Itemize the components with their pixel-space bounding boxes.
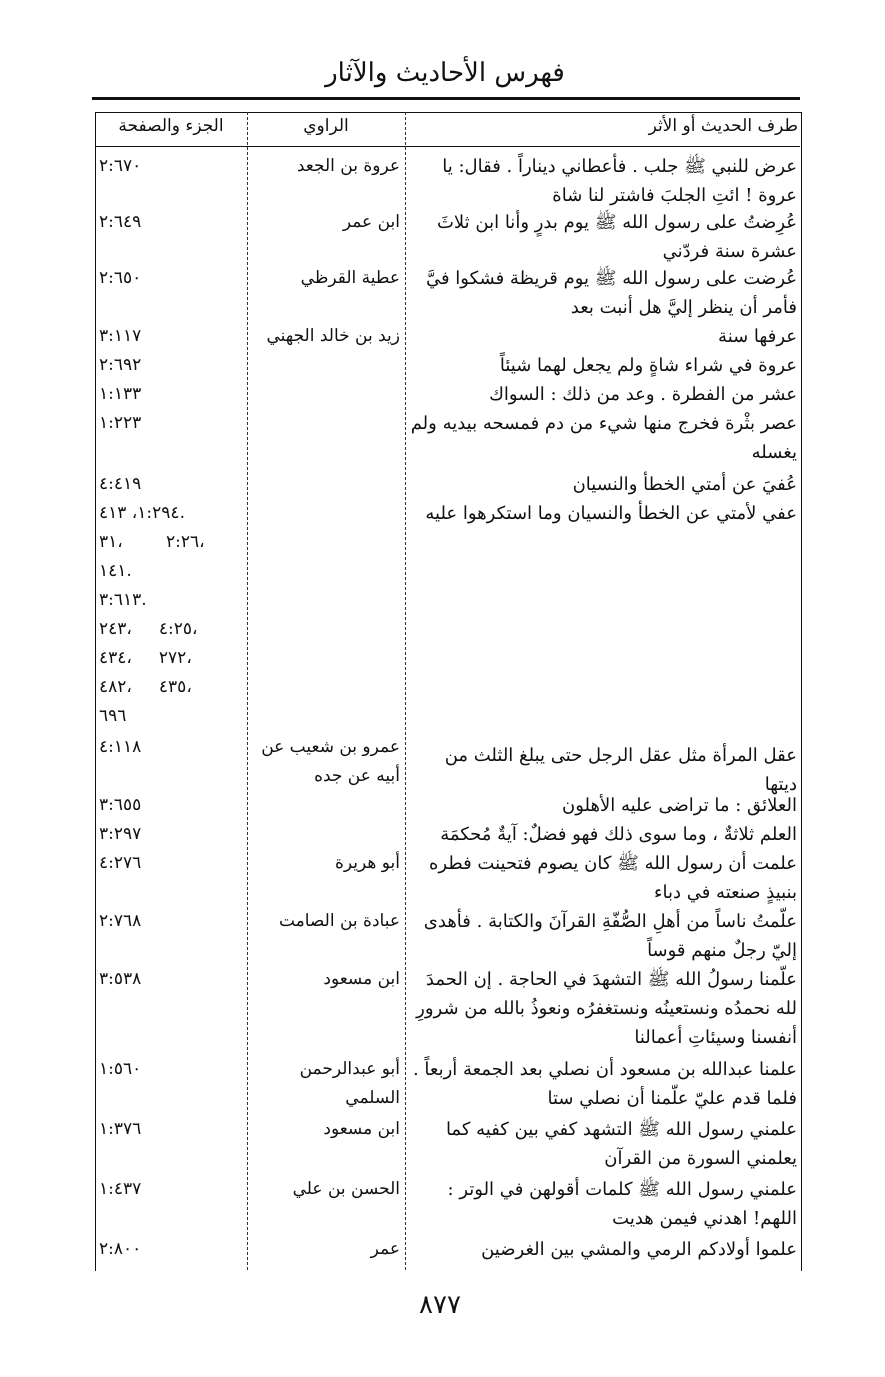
volume-page: ١:٢٢٣ bbox=[99, 413, 142, 433]
rawi-name: أبو عبدالرحمن السلمي bbox=[299, 1059, 400, 1108]
hadith-text: عصر بثْرة فخرج منها شيء من دم فمسحه بيديه ولم يغسله bbox=[410, 413, 797, 463]
rawi-name: ابن مسعود bbox=[323, 1119, 400, 1139]
hadith-text: عُفيَ عن أمتي الخطأ والنسيان bbox=[572, 474, 797, 495]
hadith-text: علمت أن رسول الله ﷺ كان يصوم فتحينت فطره بنبيذٍ صنعته في دباء bbox=[428, 853, 797, 903]
rawi-name: عمر bbox=[370, 1239, 400, 1259]
hadith-text: عقل المرأة مثل عقل الرجل حتى يبلغ الثلث من ديتها bbox=[444, 745, 797, 795]
volume-page: ٢:٦٧٠ bbox=[99, 156, 142, 176]
volume-page: ٤:٢٧٦ bbox=[99, 853, 142, 873]
volume-page: ١:٥٦٠ bbox=[99, 1059, 142, 1079]
column-divider-rawi bbox=[405, 112, 406, 1270]
hadith-text: عُرِضتُ على رسول الله ﷺ يوم بدرٍ وأنا ابن ثلاثَ عشرة سنة فردّني bbox=[436, 212, 797, 262]
rawi-name: ابن مسعود bbox=[323, 969, 400, 989]
hadith-text: عفي لأمتي عن الخطأ والنسيان وما استكرهوا عليه bbox=[425, 503, 797, 524]
rawi-name: عطية القرظي bbox=[300, 268, 400, 288]
volume-page: ١:٤٣٧ bbox=[99, 1179, 142, 1199]
header-ref: الجزء والصفحة bbox=[118, 116, 224, 136]
volume-page: ٢:٨٠٠ bbox=[99, 1239, 142, 1259]
hadith-text: علمنا عبدالله بن مسعود أن نصلي بعد الجمعة أربعاً . فلما قدم عليّ علّمنا أن نصلي ستا bbox=[412, 1059, 797, 1109]
title-rule bbox=[92, 97, 800, 100]
hadith-text: العلم ثلاثةٌ ، وما سوى ذلك فهو فضلٌ: آيةٌ مُحكمَة bbox=[440, 824, 797, 845]
volume-page: ٣:٢٩٧ bbox=[99, 824, 142, 844]
volume-page: ٢:٦٤٩ bbox=[99, 212, 142, 232]
rawi-name: عبادة بن الصامت bbox=[278, 911, 400, 931]
header-hadith: طرف الحديث أو الأثر bbox=[648, 116, 798, 136]
hadith-text: عرض للنبي ﷺ جلب . فأعطاني ديناراً . فقال: يا عروة ! ائتِ الجلبَ فاشتر لنا شاة bbox=[442, 156, 797, 206]
volume-page: ٢:٦٩٢ bbox=[99, 355, 142, 375]
page-number: ٨٧٧ bbox=[419, 1290, 461, 1320]
volume-page: .١:٢٩٤، ٤١٣ ،٢:٢٦ ،٣١ .١٤١ .٣:٦١٣ ،٤:٢٥ ،٢٤٣ ،٢٧٢ ،٤٣٤ ،٤٣٥ ،٤٨٢ ٦٩٦ bbox=[99, 503, 205, 726]
hadith-text: علمني رسول الله ﷺ التشهد كفي بين كفيه كما يعلمني السورة من القرآن bbox=[445, 1119, 797, 1169]
volume-page: ٤:١١٨ bbox=[99, 737, 142, 757]
volume-page: ٣:٦٥٥ bbox=[99, 795, 142, 815]
volume-page: ٣:١١٧ bbox=[99, 326, 142, 346]
rawi-name: ابن عمر bbox=[342, 212, 400, 232]
hadith-text: علمني رسول الله ﷺ كلمات أقولهن في الوتر : اللهم! اهدني فيمن هديت bbox=[447, 1179, 797, 1229]
column-divider-ref bbox=[247, 112, 248, 1270]
rawi-name: زيد بن خالد الجهني bbox=[266, 326, 400, 346]
rawi-name: عمرو بن شعيب عن أبيه عن جده bbox=[261, 737, 400, 786]
volume-page: ٢:٦٥٠ bbox=[99, 268, 142, 288]
hadith-text: العلائق : ما تراضى عليه الأهلون bbox=[562, 795, 797, 816]
hadith-text: علّمنا رسولُ الله ﷺ التشهدَ في الحاجة . إن الحمدَ لله نحمدُه ونستعينُه ونستغفرُه ونعوذُ بالله من شرورِ أنفسنا وسيئاتِ أعمالنا bbox=[416, 969, 797, 1048]
hadith-text: علّمتُ ناساً من أهلِ الصُّفّةِ القرآنَ والكتابة . فأهدى إليّ رجلٌ منهم قوساً bbox=[423, 911, 797, 961]
volume-page: ٤:٤١٩ bbox=[99, 474, 142, 494]
hadith-text: عشر من الفطرة . وعد من ذلك : السواك bbox=[489, 384, 797, 405]
rawi-name: عروة بن الجعد bbox=[296, 156, 400, 176]
hadith-text: عُرضت على رسول الله ﷺ يوم قريظة فشكوا فيَّ فأمر أن ينظر إليَّ هل أنبت بعد bbox=[425, 268, 797, 318]
rawi-name: أبو هريرة bbox=[334, 853, 400, 873]
header-divider bbox=[95, 146, 800, 147]
hadith-text: عروة في شراء شاةٍ ولم يجعل لهما شيئاً bbox=[499, 355, 797, 376]
header-rawi: الراوي bbox=[303, 116, 349, 136]
hadith-text: علموا أولادكم الرمي والمشي بين الغرضين bbox=[481, 1239, 797, 1260]
volume-page: ١:١٣٣ bbox=[99, 384, 142, 404]
page-title: فهرس الأحاديث والآثار bbox=[325, 58, 565, 88]
hadith-text: عرفها سنة bbox=[718, 326, 797, 347]
volume-page: ٢:٧٦٨ bbox=[99, 911, 142, 931]
volume-page: ١:٣٧٦ bbox=[99, 1119, 142, 1139]
rawi-name: الحسن بن علي bbox=[292, 1179, 400, 1199]
volume-page: ٣:٥٣٨ bbox=[99, 969, 142, 989]
